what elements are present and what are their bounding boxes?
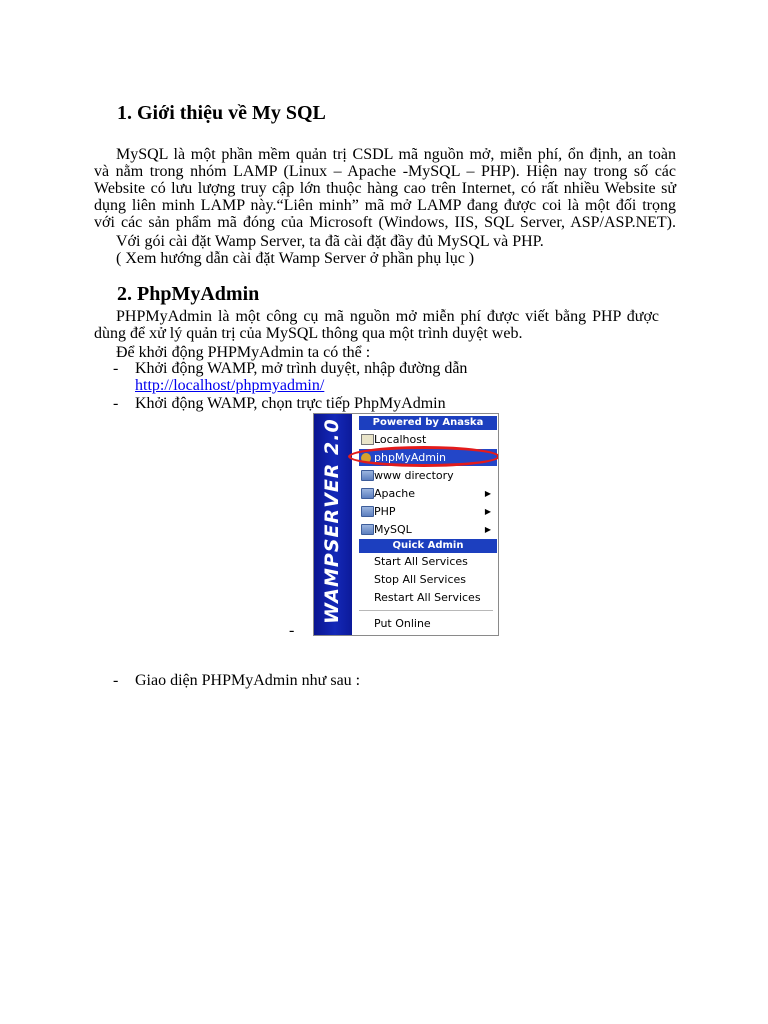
wampserver-menu-screenshot	[313, 413, 499, 636]
section2-line-2: dùng để xử lý quản trị của MySQL thông qua một trình duyệt web.	[94, 325, 523, 342]
folder-icon	[361, 506, 374, 517]
red-highlight-ring	[348, 446, 499, 467]
submenu-arrow-icon: ▶	[484, 489, 491, 498]
folder-icon	[361, 524, 374, 535]
section1-heading: 1. Giới thiệu về My SQL	[117, 102, 326, 124]
phpmyadmin-url-link[interactable]: http://localhost/phpmyadmin/	[135, 377, 325, 394]
section2-heading: 2. PhpMyAdmin	[117, 283, 260, 305]
bullet-3-text: Giao diện PHPMyAdmin như sau :	[135, 672, 361, 689]
section1-line-5: với các sản phẩm mã đóng của Microsoft (Windows, IIS, SQL Server, ASP/ASP.NET).	[94, 214, 676, 231]
menu-item-www-directory[interactable]: www directory	[359, 467, 497, 484]
section2-line-3: Để khởi động PHPMyAdmin ta có thể :	[116, 344, 371, 361]
powered-by-header: Powered by Anaska	[359, 416, 497, 430]
menu-item-stop-all-services[interactable]: Stop All Services	[374, 573, 467, 586]
wampserver-sidebar	[314, 414, 352, 636]
section1-line-1: MySQL là một phần mềm quản trị CSDL mã nguồn mở, miễn phí, ổn định, an toàn	[116, 146, 676, 163]
menu-item-phpmyadmin[interactable]: phpMyAdmin	[359, 449, 497, 466]
menu-item-start-all-services[interactable]: Start All Services	[374, 555, 468, 568]
menu-item-mysql[interactable]: MySQL ▶	[359, 521, 497, 538]
section1-line-4: dụng liên minh LAMP này.“Liên minh” mã mở LAMP đang được coi là một đối trọng	[94, 197, 676, 214]
menu-item-apache[interactable]: Apache ▶	[359, 485, 497, 502]
house-icon	[361, 434, 374, 445]
menu-item-put-online[interactable]: Put Online	[374, 617, 431, 630]
menu-item-php[interactable]: PHP ▶	[359, 503, 497, 520]
quick-admin-header: Quick Admin	[359, 539, 497, 553]
folder-icon	[361, 470, 374, 481]
bullet-dash-3: -	[113, 672, 119, 689]
submenu-arrow-icon: ▶	[484, 525, 491, 534]
section1-line-7: ( Xem hướng dẫn cài đặt Wamp Server ở phần phụ lục )	[116, 250, 475, 267]
bullet-dash-1: -	[113, 360, 119, 377]
menu-item-localhost[interactable]: Localhost	[359, 431, 497, 448]
section1-line-6: Với gói cài đặt Wamp Server, ta đã cài đặt đầy đủ MySQL và PHP.	[116, 233, 544, 250]
bullet-1-text: Khởi động WAMP, mở trình duyệt, nhập đường dẫn	[135, 360, 468, 377]
bullet-dash-2: -	[113, 395, 119, 412]
menu-item-restart-all-services[interactable]: Restart All Services	[374, 591, 481, 604]
bullet-2-text: Khởi động WAMP, chọn trực tiếp PhpMyAdmin	[135, 395, 446, 412]
section2-line-1: PHPMyAdmin là một công cụ mã nguồn mở miễn phí được viết bằng PHP được	[116, 308, 659, 325]
section1-line-2: và nằm trong nhóm LAMP (Linux – Apache -MySQL – PHP). Hiện nay trong số các	[94, 163, 676, 180]
bullet-dash-image: -	[289, 622, 295, 639]
section1-line-3: Website có lưu lượng truy cập lớn thuộc hàng cao trên Internet, có rất nhiều Website sử	[94, 180, 676, 197]
wampserver-logo-text: WAMPSERVER 2.0	[321, 418, 343, 624]
menu-separator	[359, 610, 493, 611]
folder-icon	[361, 488, 374, 499]
submenu-arrow-icon: ▶	[484, 507, 491, 516]
